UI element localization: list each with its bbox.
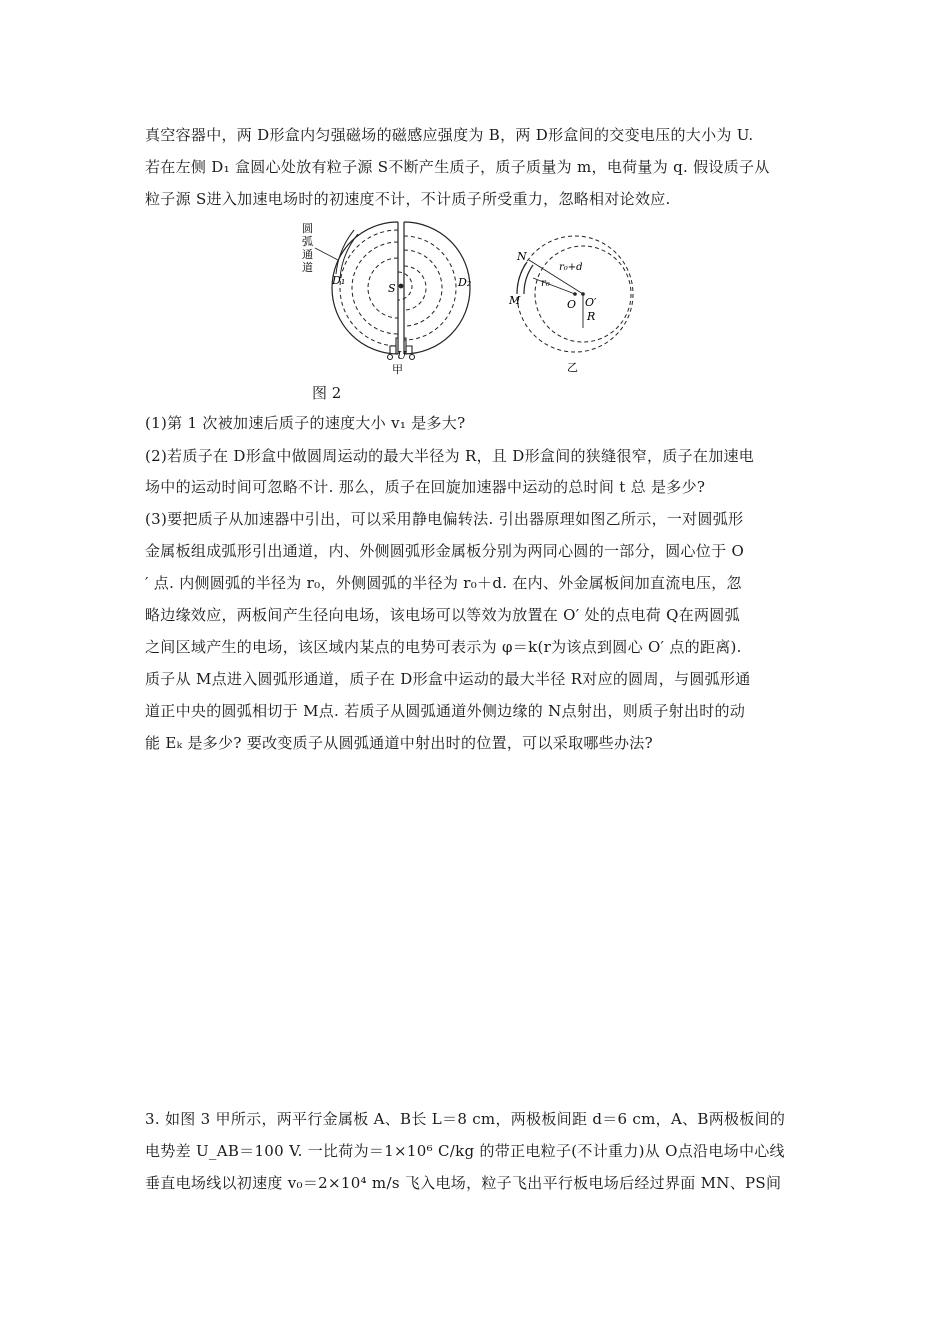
figure-left-label: 甲	[392, 363, 403, 376]
r0d-label: r₀+d	[559, 262, 583, 273]
intro-line-1: 真空容器中，两 D形盒内匀强磁场的磁感应强度为 B，两 D形盒间的交变电压的大小为 U.	[145, 126, 754, 144]
voltage-label: U	[397, 349, 407, 362]
question-line-10: 道正中央的圆弧相切于 M点. 若质子从圆弧通道外侧边缘的 N点射出，则质子射出时的动	[145, 702, 746, 720]
question-line-4: (3)要把质子从加速器中引出，可以采用静电偏转法. 引出器原理如图乙所示，一对圆弧形	[145, 510, 744, 528]
question-line-6: ′ 点. 内侧圆弧的半径为 r₀，外侧圆弧的半径为 r₀＋d. 在内、外金属板间加直流电压，忽	[145, 574, 742, 592]
d2-label: D₂	[458, 276, 472, 289]
problem3-line-2: 电势差 U_AB＝100 V. 一比荷为＝1×10⁶ C/kg 的带正电粒子(不计重力)从 O点沿电场中心线	[145, 1142, 785, 1160]
intro-line-2: 若在左侧 D₁ 盒圆心处放有粒子源 S不断产生质子，质子质量为 m，电荷量为 q. 假设质子从	[145, 158, 770, 176]
problem3-line-3: 垂直电场线以初速度 v₀＝2×10⁴ m/s 飞入电场，粒子飞出平行板电场后经过界面 MN、PS间	[145, 1174, 782, 1192]
channel-label-1: 圆	[302, 222, 313, 235]
question-line-1: (1)第 1 次被加速后质子的速度大小 v₁ 是多大?	[145, 414, 466, 432]
figure-right-label: 乙	[567, 361, 578, 374]
source-label: S	[388, 282, 396, 295]
question-line-11: 能 Eₖ 是多少? 要改变质子从圆弧通道中射出时的位置，可以采取哪些办法?	[145, 734, 653, 752]
extraction-figure	[505, 232, 640, 374]
channel-label-3: 通	[302, 248, 313, 261]
question-line-2: (2)若质子在 D形盒中做圆周运动的最大半径为 R，且 D形盒间的狭缝很窄，质子在加速电	[145, 447, 755, 465]
question-line-7: 略边缘效应，两板间产生径向电场，该电场可以等效为放置在 O′ 处的点电荷 Q在两圆弧	[145, 606, 740, 624]
question-line-9: 质子从 M点进入圆弧形通道，质子在 D形盒中运动的最大半径 R对应的圆周，与圆弧形通	[145, 670, 751, 688]
question-line-5: 金属板组成弧形引出通道，内、外侧圆弧形金属板分别为两同心圆的一部分，圆心位于 O	[145, 542, 745, 560]
channel-label-2: 弧	[302, 235, 313, 248]
problem3-line-1: 3. 如图 3 甲所示，两平行金属板 A、B长 L＝8 cm，两极板间距 d＝6 cm，A、B两极板间的	[145, 1110, 786, 1128]
point-m-label: M	[509, 294, 521, 307]
point-o-prime-label: O′	[585, 296, 597, 309]
point-o-label: O	[567, 298, 577, 311]
question-line-3: 场中的运动时间可忽略不计. 那么，质子在回旋加速器中运动的总时间 t 总 是多少?	[145, 478, 706, 496]
intro-line-3: 粒子源 S进入加速电场时的初速度不计，不计质子所受重力，忽略相对论效应.	[145, 190, 671, 208]
r0-label: r₀	[541, 278, 550, 289]
question-line-8: 之间区域产生的电场，该区域内某点的电势可表示为 φ＝k(r为该点到圆心 O′ 点的距离).	[145, 638, 742, 656]
cyclotron-figure	[300, 218, 480, 376]
d1-label: D₁	[332, 274, 346, 287]
channel-label-4: 道	[302, 261, 313, 274]
figure-caption: 图 2	[312, 384, 342, 402]
radius-r-label: R	[587, 310, 596, 323]
point-n-label: N	[517, 250, 527, 263]
